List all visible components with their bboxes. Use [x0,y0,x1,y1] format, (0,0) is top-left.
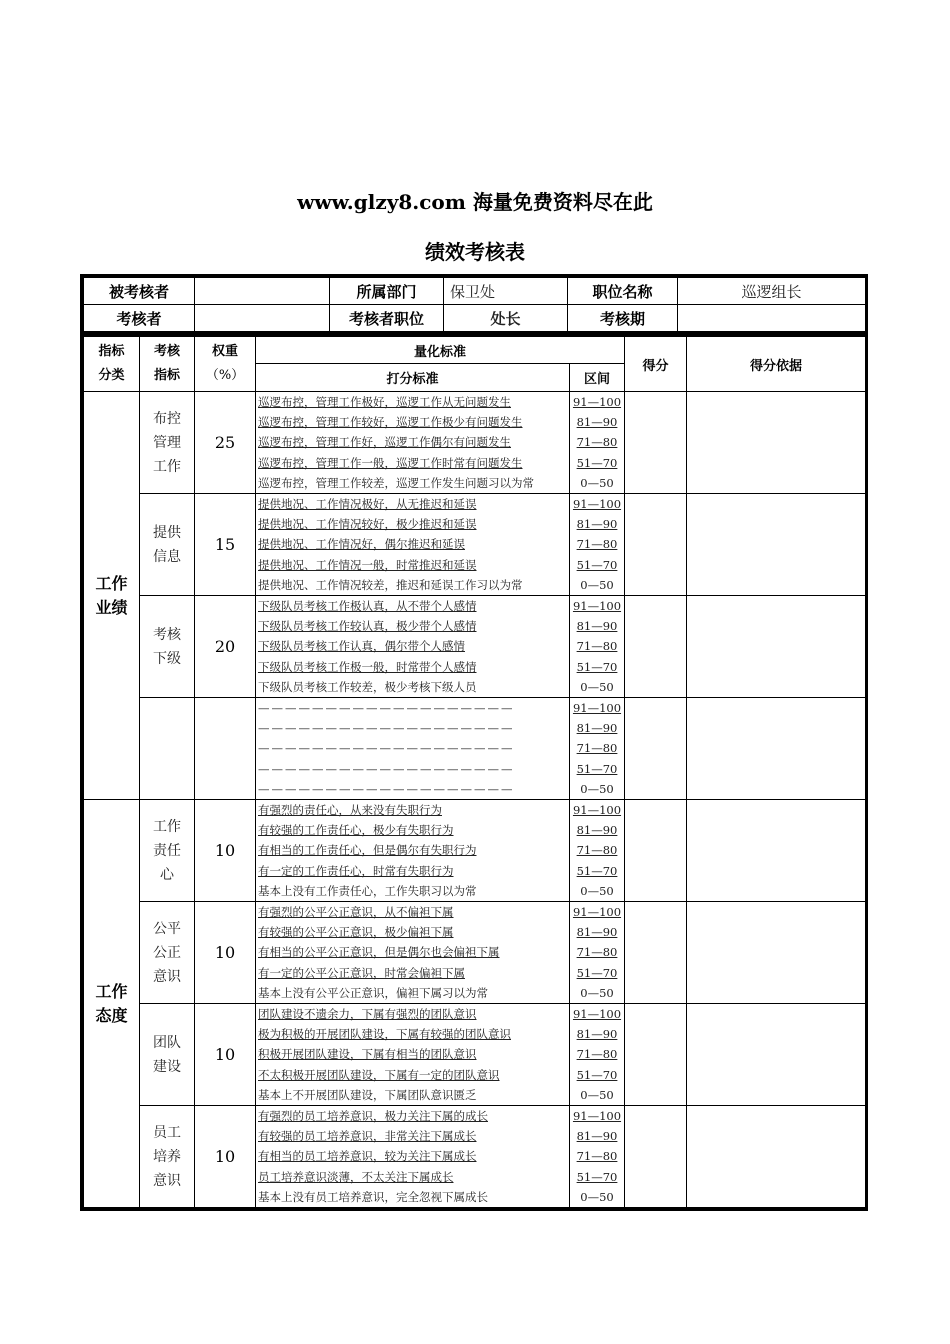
criteria-line: 巡逻布控，管理工作较差，巡逻工作发生问题习以为常 [258,475,534,490]
basis-header: 得分依据 [687,336,866,392]
indicator-text: 管理 [153,434,181,451]
table-row [84,698,866,800]
table-row [84,392,866,494]
indicator-text: 公平 [153,920,181,937]
range-value: 51—70 [576,1169,618,1184]
range-cell [570,392,625,494]
weight-cell: 15 [195,494,256,596]
criteria-line: 有一定的公平公正意识，时常会偏袒下属 [258,965,465,980]
criteria-cell [256,596,570,698]
indicator-text: 意识 [153,968,181,985]
indicator-cell [140,800,195,902]
indicator-text: 下级 [153,650,181,667]
range-value: 0—50 [580,679,614,694]
criteria-line: 基本上没有员工培养意识，完全忽视下属成长 [258,1189,488,1204]
criteria-line: 团队建设不遗余力，下属有强烈的团队意识 [258,1007,477,1022]
indicator-text: 责任 [153,842,181,859]
criteria-line: 提供地况、工作情况极好，从无推迟和延误 [258,497,477,512]
range-value: 71—80 [576,1149,618,1164]
category-cell [84,800,140,1208]
criteria-line: 有强烈的公平公正意识，从不偏袒下属 [258,905,454,920]
indicator-cell [140,698,195,800]
range-cell [570,800,625,902]
category-text: 业绩 [95,597,128,617]
criteria-cell [256,1106,570,1208]
position-field[interactable]: 巡逻组长 [678,278,866,305]
indicator-text: 提供 [153,524,181,541]
criteria-line: 巡逻布控，管理工作较好，巡逻工作极少有问题发生 [258,415,523,430]
range-value: 91—100 [572,599,622,614]
criteria-line: 提供地况、工作情况较差，推迟和延误工作习以为常 [258,577,523,592]
criteria-line: 巡逻布控，管理工作一般，巡逻工作时常有问题发生 [258,455,523,470]
range-cell [570,494,625,596]
site-banner: www.glzy8.com 海量免费资料尽在此 [297,190,653,214]
criteria-line: 基本上不开展团队建设，下属团队意识匮乏 [258,1087,477,1102]
period-label: 考核期 [568,305,678,333]
examinee-label: 被考核者 [84,278,195,305]
indicator-cell [140,902,195,1004]
basis-field[interactable] [687,698,866,800]
indicator-cell [140,392,195,494]
indicator-cell [140,596,195,698]
indicator-text: 公正 [153,944,181,961]
indicator-text: 心 [160,866,174,883]
weight-cell [195,698,256,800]
range-value: 71—80 [576,435,618,450]
criteria-line: 下级队员考核工作极认真，从不带个人感情 [258,599,477,614]
criteria-line: 员工培养意识淡薄，不太关注下属成长 [258,1169,454,1184]
criteria-cell [256,494,570,596]
indicator-text: 培养 [153,1148,181,1165]
score-field[interactable] [625,494,687,596]
criteria-line: 有较强的公平公正意识，极少偏袒下属 [258,925,454,940]
score-field[interactable] [625,596,687,698]
range-value: 81—90 [576,1129,618,1144]
criteria-line: 不太积极开展团队建设，下属有一定的团队意识 [258,1067,500,1082]
score-header: 得分 [625,336,687,392]
criteria-table [83,334,866,1208]
weight-cell: 10 [195,902,256,1004]
basis-field[interactable] [687,800,866,902]
range-cell [570,596,625,698]
table-row [84,1106,866,1208]
criteria-line: ——————————————————— [258,701,515,716]
indicator-text: 意识 [153,1172,181,1189]
basis-field[interactable] [687,494,866,596]
indicator-text: 工作 [153,458,181,475]
range-value: 0—50 [580,781,614,796]
basis-field[interactable] [687,1004,866,1106]
range-value: 91—100 [572,701,622,716]
table-row [84,902,866,1004]
criteria-line: 提供地况、工作情况较好，极少推迟和延误 [258,517,477,532]
position-label: 职位名称 [568,278,678,305]
indicator-header-line1: 考核 [153,344,180,359]
basis-field[interactable] [687,392,866,494]
range-value: 91—100 [572,497,622,512]
range-value: 81—90 [576,721,618,736]
range-value: 81—90 [576,517,618,532]
category-header [84,336,140,392]
weight-cell: 10 [195,1004,256,1106]
criteria-line: 巡逻布控，管理工作极好，巡逻工作从无问题发生 [258,395,511,410]
range-value: 81—90 [576,415,618,430]
criteria-cell [256,392,570,494]
range-value: 51—70 [576,965,618,980]
range-value: 51—70 [576,659,618,674]
table-row [84,494,866,596]
range-value: 91—100 [572,803,622,818]
criteria-cell [256,800,570,902]
range-value: 71—80 [576,639,618,654]
weight-cell: 20 [195,596,256,698]
range-value: 81—90 [576,619,618,634]
indicator-text: 考核 [153,626,181,643]
criteria-line: 积极开展团队建设，下属有相当的团队意识 [258,1047,477,1062]
score-field[interactable] [625,902,687,1004]
range-value: 71—80 [576,537,618,552]
indicator-cell [140,1106,195,1208]
range-value: 91—100 [572,905,622,920]
category-header-line2: 分类 [98,368,125,383]
range-value: 91—100 [572,1109,622,1124]
examiner-field[interactable] [195,305,330,333]
criteria-line: 有较强的员工培养意识，非常关注下属成长 [258,1129,477,1144]
department-field[interactable]: 保卫处 [444,278,568,305]
range-value: 0—50 [580,985,614,1000]
range-value: 0—50 [580,883,614,898]
criteria-line: 下级队员考核工作极一般，时常带个人感情 [258,659,477,674]
examiner-position-label: 考核者职位 [330,305,444,333]
criteria-line: 有相当的员工培养意识，较为关注下属成长 [258,1149,477,1164]
range-value: 81—90 [576,1027,618,1042]
table-row [84,800,866,902]
range-value: 51—70 [576,455,618,470]
criteria-line: 有相当的工作责任心，但是偶尔有失职行为 [258,843,477,858]
range-value: 91—100 [572,1007,622,1022]
range-value: 71—80 [576,945,618,960]
scoring-header: 打分标准 [256,364,570,392]
weight-cell: 10 [195,1106,256,1208]
criteria-line: 下级队员考核工作较差，极少考核下级人员 [258,679,477,694]
range-value: 0—50 [580,475,614,490]
weight-cell: 10 [195,800,256,902]
criteria-line: 提供地况、工作情况好，偶尔推迟和延误 [258,537,465,552]
page-title: 绩效考核表 [425,240,525,264]
evaluation-form [80,274,868,1211]
header-table [83,277,866,334]
indicator-header-line2: 指标 [153,368,180,383]
category-text: 工作 [95,573,128,593]
criteria-line: 基本上没有公平公正意识，偏袒下属习以为常 [258,985,488,1000]
indicator-text: 员工 [153,1124,181,1141]
score-field[interactable] [625,1004,687,1106]
weight-header-line1: 权重 [211,344,238,359]
examiner-label: 考核者 [84,305,195,333]
criteria-line: 有一定的工作责任心，时常有失职行为 [258,863,454,878]
range-value: 0—50 [580,1087,614,1102]
category-text: 态度 [95,1005,128,1025]
range-value: 71—80 [576,843,618,858]
category-header-line1: 指标 [98,344,125,359]
basis-field[interactable] [687,902,866,1004]
range-value: 91—100 [572,395,622,410]
indicator-cell [140,494,195,596]
indicator-text: 布控 [153,410,181,427]
range-header: 区间 [570,364,625,392]
criteria-line: 基本上没有工作责任心，工作失职习以为常 [258,883,477,898]
range-value: 51—70 [576,557,618,572]
range-value: 81—90 [576,925,618,940]
score-field[interactable] [625,1106,687,1208]
indicator-header [140,336,195,392]
table-row [84,1004,866,1106]
criteria-line: 巡逻布控，管理工作好，巡逻工作偶尔有问题发生 [258,435,511,450]
score-field[interactable] [625,698,687,800]
category-text: 工作 [95,981,128,1001]
range-value: 51—70 [576,863,618,878]
basis-field[interactable] [687,596,866,698]
score-field[interactable] [625,800,687,902]
indicator-text: 建设 [153,1058,181,1075]
range-value: 0—50 [580,1189,614,1204]
category-cell [84,392,140,800]
criteria-line: 有强烈的员工培养意识，极力关注下属的成长 [258,1109,488,1124]
indicator-cell [140,1004,195,1106]
weight-header-line2: （%） [205,368,245,383]
score-field[interactable] [625,392,687,494]
criteria-line: ——————————————————— [258,781,515,796]
range-value: 0—50 [580,577,614,592]
range-value: 71—80 [576,741,618,756]
criteria-line: ——————————————————— [258,721,515,736]
period-field[interactable] [678,305,866,333]
range-cell [570,698,625,800]
department-label: 所属部门 [330,278,444,305]
criteria-line: 下级队员考核工作较认真，极少带个人感情 [258,619,477,634]
basis-field[interactable] [687,1106,866,1208]
weight-header [195,336,256,392]
criteria-line: ——————————————————— [258,761,515,776]
indicator-text: 工作 [153,818,181,835]
criteria-cell [256,698,570,800]
criteria-line: 有较强的工作责任心，极少有失职行为 [258,823,454,838]
examiner-position-field[interactable]: 处长 [444,305,568,333]
table-row [84,596,866,698]
criteria-cell [256,902,570,1004]
criteria-line: ——————————————————— [258,741,515,756]
criteria-line: 极为积极的开展团队建设，下属有较强的团队意识 [258,1027,511,1042]
criteria-line: 下级队员考核工作认真，偶尔带个人感情 [258,639,465,654]
range-value: 81—90 [576,823,618,838]
range-cell [570,1106,625,1208]
indicator-text: 团队 [153,1034,181,1051]
range-value: 51—70 [576,1067,618,1082]
range-value: 71—80 [576,1047,618,1062]
range-value: 51—70 [576,761,618,776]
criteria-line: 有强烈的责任心，从来没有失职行为 [258,803,442,818]
examinee-field[interactable] [195,278,330,305]
range-cell [570,1004,625,1106]
quantitative-header: 量化标准 [256,336,625,364]
indicator-text: 信息 [153,548,181,565]
weight-cell: 25 [195,392,256,494]
criteria-line: 提供地况、工作情况一般，时常推迟和延误 [258,557,477,572]
range-cell [570,902,625,1004]
criteria-line: 有相当的公平公正意识，但是偶尔也会偏袒下属 [258,945,500,960]
criteria-cell [256,1004,570,1106]
